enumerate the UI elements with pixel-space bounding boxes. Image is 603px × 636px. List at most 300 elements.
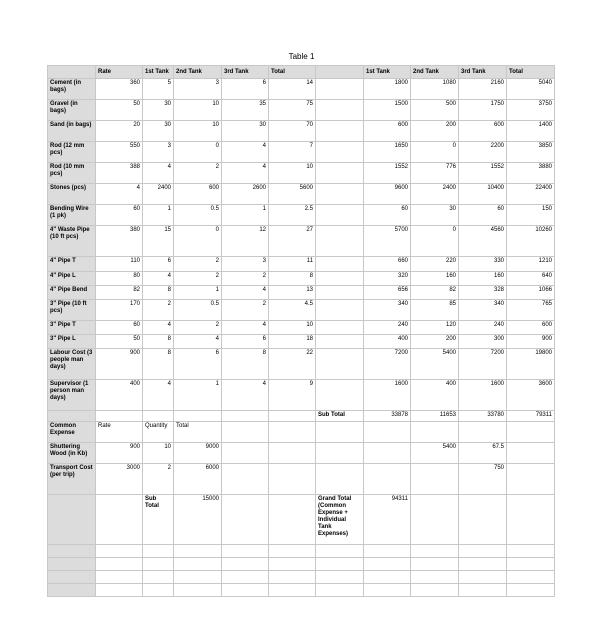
header-cell: 2nd Tank	[174, 66, 222, 79]
rate-cell: 388	[96, 163, 143, 184]
rate-cell: 50	[96, 100, 143, 121]
cost-total-cell: 19800	[507, 349, 555, 380]
qty-tank1-cell: 2	[143, 300, 174, 321]
empty-cell	[96, 495, 143, 545]
cost-tank1-cell: 60	[364, 205, 411, 226]
table-row	[48, 79, 555, 100]
item-label: Bending Wire (1 pk)	[48, 205, 96, 226]
item-label: Stones (pcs)	[48, 184, 96, 205]
empty-cell	[411, 422, 459, 443]
qty-tank3-cell: 2	[222, 272, 269, 286]
qty-total-cell: 4.5	[269, 300, 316, 321]
cost-tank3-cell: 2200	[459, 142, 507, 163]
empty-cell	[364, 558, 411, 571]
table-row	[48, 380, 555, 411]
cost-tank2-cell: 82	[411, 286, 459, 300]
empty-cell	[316, 571, 364, 584]
empty-cell	[364, 443, 411, 464]
cost-total-cell: 3600	[507, 380, 555, 411]
qty-total-cell: 5600	[269, 184, 316, 205]
qty-tank3-cell: 4	[222, 142, 269, 163]
empty-row	[48, 584, 555, 597]
cost-total-cell: 1210	[507, 257, 555, 272]
subtotal-row	[48, 411, 555, 422]
header-cell: 2nd Tank	[411, 66, 459, 79]
cost-total-cell: 900	[507, 335, 555, 349]
qty-tank1-cell: 8	[143, 335, 174, 349]
empty-cell	[143, 545, 174, 558]
empty-cell	[411, 584, 459, 597]
empty-cell	[269, 495, 316, 545]
cost-tank3-cell: 2160	[459, 79, 507, 100]
qty-tank1-cell: 1	[143, 205, 174, 226]
cost-tank2-cell: 85	[411, 300, 459, 321]
empty-cell	[507, 422, 555, 443]
qty-tank2-cell: 3	[174, 79, 222, 100]
table-row	[48, 335, 555, 349]
empty-cell	[222, 422, 269, 443]
empty-cell	[364, 464, 411, 495]
subtotal-tank1: 33878	[364, 411, 411, 422]
transport-row	[48, 464, 555, 495]
cost-total-cell: 600	[507, 321, 555, 335]
empty-cell	[316, 335, 364, 349]
qty-tank1-cell: 2400	[143, 184, 174, 205]
empty-cell	[316, 226, 364, 257]
item-label: Labour Cost (3 people man days)	[48, 349, 96, 380]
item-label: Rod (12 mm pcs)	[48, 142, 96, 163]
empty-cell	[222, 464, 269, 495]
empty-cell	[143, 558, 174, 571]
empty-cell	[269, 584, 316, 597]
cost-total-cell: 1400	[507, 121, 555, 142]
empty-label-cell	[48, 584, 96, 597]
cost-tank3-cell: 340	[459, 300, 507, 321]
cost-tank3-cell: 1552	[459, 163, 507, 184]
cost-tank3-cell: 328	[459, 286, 507, 300]
qty-tank3-cell: 2	[222, 300, 269, 321]
qty-tank1-cell: 8	[143, 286, 174, 300]
empty-row	[48, 571, 555, 584]
empty-cell	[174, 411, 222, 422]
qty-total-cell: 11	[269, 257, 316, 272]
empty-cell	[222, 584, 269, 597]
empty-cell	[174, 571, 222, 584]
header-cell: 1st Tank	[143, 66, 174, 79]
table-row	[48, 121, 555, 142]
empty-row	[48, 545, 555, 558]
cost-tank2-cell: 220	[411, 257, 459, 272]
qty-total-cell: 70	[269, 121, 316, 142]
qty-tank3-cell: 12	[222, 226, 269, 257]
cost-tank2-cell: 400	[411, 380, 459, 411]
qty-total-cell: 13	[269, 286, 316, 300]
cost-total-cell: 22400	[507, 184, 555, 205]
qty-total-cell: 75	[269, 100, 316, 121]
header-cell: 3rd Tank	[459, 66, 507, 79]
cost-total-cell: 3750	[507, 100, 555, 121]
table-row	[48, 184, 555, 205]
empty-cell	[507, 571, 555, 584]
header-cell	[48, 66, 96, 79]
cost-table	[47, 65, 555, 597]
item-label: Cement (in bags)	[48, 79, 96, 100]
table-row	[48, 321, 555, 335]
empty-cell	[269, 571, 316, 584]
empty-cell	[364, 584, 411, 597]
qty-tank2-cell: 6	[174, 349, 222, 380]
cost-tank1-cell: 1600	[364, 380, 411, 411]
empty-cell	[316, 321, 364, 335]
item-label: Sand (in bags)	[48, 121, 96, 142]
empty-cell	[96, 545, 143, 558]
qty-tank3-cell: 4	[222, 286, 269, 300]
cost-tank1-cell: 9600	[364, 184, 411, 205]
header-row	[48, 66, 555, 79]
empty-cell	[316, 558, 364, 571]
cost-tank2-cell: 0	[411, 142, 459, 163]
empty-label-cell	[48, 495, 96, 545]
item-label: Rod (10 mm pcs)	[48, 163, 96, 184]
header-cell	[316, 66, 364, 79]
empty-cell	[411, 464, 459, 495]
rate-cell: 170	[96, 300, 143, 321]
qty-tank1-cell: 5	[143, 79, 174, 100]
cost-tank3-cell: 750	[459, 464, 507, 495]
empty-cell	[459, 495, 507, 545]
empty-cell	[174, 545, 222, 558]
empty-cell	[96, 571, 143, 584]
item-label: Supervisor (1 person man days)	[48, 380, 96, 411]
cost-tank2-cell: 120	[411, 321, 459, 335]
qty-tank3-cell: 4	[222, 380, 269, 411]
qty-total-cell: 14	[269, 79, 316, 100]
empty-cell	[174, 584, 222, 597]
empty-cell	[507, 495, 555, 545]
qty-tank2-cell: 600	[174, 184, 222, 205]
empty-cell	[316, 286, 364, 300]
rate-cell: 60	[96, 205, 143, 226]
subtotal-label: Sub Total	[316, 411, 364, 422]
qty-tank2-cell: 1	[174, 380, 222, 411]
empty-cell	[316, 443, 364, 464]
rate-cell: 20	[96, 121, 143, 142]
cost-tank2-cell: 776	[411, 163, 459, 184]
cost-tank2-cell: 200	[411, 335, 459, 349]
empty-label-cell	[48, 558, 96, 571]
empty-cell	[316, 142, 364, 163]
header-cell: 1st Tank	[364, 66, 411, 79]
empty-cell	[316, 205, 364, 226]
qty-total-cell: 27	[269, 226, 316, 257]
empty-cell	[316, 380, 364, 411]
shuttering-row	[48, 443, 555, 464]
empty-row	[48, 558, 555, 571]
item-label: 4" Pipe Bend	[48, 286, 96, 300]
cost-tank1-cell: 1650	[364, 142, 411, 163]
empty-cell	[507, 545, 555, 558]
table-row	[48, 257, 555, 272]
cost-tank1-cell: 240	[364, 321, 411, 335]
empty-cell	[316, 100, 364, 121]
cost-tank3-cell: 160	[459, 272, 507, 286]
rate-cell: 60	[96, 321, 143, 335]
subtotal-total: 79311	[507, 411, 555, 422]
rate-cell: 3000	[96, 464, 143, 495]
empty-cell	[316, 184, 364, 205]
empty-cell	[222, 571, 269, 584]
empty-cell	[316, 584, 364, 597]
common-quantity-label: Quantity	[143, 422, 174, 443]
empty-cell	[222, 558, 269, 571]
rate-cell: 360	[96, 79, 143, 100]
empty-cell	[222, 495, 269, 545]
table-row	[48, 142, 555, 163]
qty-total-cell: 8	[269, 272, 316, 286]
qty-total-cell: 9	[269, 380, 316, 411]
qty-tank2-cell: 2	[174, 272, 222, 286]
empty-cell	[459, 558, 507, 571]
cost-total-cell: 10260	[507, 226, 555, 257]
empty-cell	[316, 257, 364, 272]
empty-cell	[316, 79, 364, 100]
qty-total-cell: 2.5	[269, 205, 316, 226]
qty-tank2-cell: 2	[174, 163, 222, 184]
cost-tank1-cell: 660	[364, 257, 411, 272]
empty-cell	[96, 558, 143, 571]
cost-tank1-cell: 656	[364, 286, 411, 300]
rate-cell: 550	[96, 142, 143, 163]
empty-cell	[222, 411, 269, 422]
empty-cell	[143, 571, 174, 584]
empty-cell	[96, 411, 143, 422]
table-row	[48, 100, 555, 121]
qty-tank3-cell: 4	[222, 321, 269, 335]
cost-total-cell: 3880	[507, 163, 555, 184]
table-caption: Table 1	[288, 52, 315, 61]
item-label: Gravel (in bags)	[48, 100, 96, 121]
table-row	[48, 286, 555, 300]
qty-tank1-cell: 4	[143, 163, 174, 184]
item-label: 4" Pipe L	[48, 272, 96, 286]
empty-cell	[316, 422, 364, 443]
empty-cell	[411, 571, 459, 584]
cost-tank1-cell: 600	[364, 121, 411, 142]
rate-cell: 82	[96, 286, 143, 300]
empty-cell	[222, 545, 269, 558]
qty-total-cell: 10	[269, 163, 316, 184]
qty-tank3-cell: 2600	[222, 184, 269, 205]
cost-total-cell: 1066	[507, 286, 555, 300]
qty-tank3-cell: 8	[222, 349, 269, 380]
cost-tank1-cell: 340	[364, 300, 411, 321]
qty-cell: 10	[143, 443, 174, 464]
qty-tank3-cell: 4	[222, 163, 269, 184]
total-cell: 9000	[174, 443, 222, 464]
empty-cell	[364, 545, 411, 558]
qty-tank3-cell: 6	[222, 335, 269, 349]
header-cell: Total	[269, 66, 316, 79]
qty-tank3-cell: 30	[222, 121, 269, 142]
qty-tank1-cell: 4	[143, 321, 174, 335]
qty-tank1-cell: 15	[143, 226, 174, 257]
qty-total-cell: 7	[269, 142, 316, 163]
cost-tank1-cell: 1800	[364, 79, 411, 100]
qty-tank1-cell: 4	[143, 272, 174, 286]
qty-total-cell: 18	[269, 335, 316, 349]
qty-total-cell: 22	[269, 349, 316, 380]
cost-tank3-cell: 240	[459, 321, 507, 335]
cost-tank3-cell: 4560	[459, 226, 507, 257]
qty-tank1-cell: 4	[143, 380, 174, 411]
qty-tank2-cell: 1	[174, 286, 222, 300]
qty-tank2-cell: 0.5	[174, 300, 222, 321]
cost-total-cell: 640	[507, 272, 555, 286]
cost-tank2-cell: 500	[411, 100, 459, 121]
cost-tank3-cell: 600	[459, 121, 507, 142]
empty-cell	[459, 422, 507, 443]
empty-cell	[316, 349, 364, 380]
item-label: 4" Pipe T	[48, 257, 96, 272]
empty-label-cell	[48, 571, 96, 584]
rate-cell: 900	[96, 349, 143, 380]
cost-total-cell: 3850	[507, 142, 555, 163]
rate-cell: 80	[96, 272, 143, 286]
cost-tank3-cell: 67.5	[459, 443, 507, 464]
empty-label-cell	[48, 411, 96, 422]
grand-total-row	[48, 495, 555, 545]
empty-cell	[222, 443, 269, 464]
common-expense-label: Common Expense	[48, 422, 96, 443]
empty-cell	[507, 558, 555, 571]
empty-cell	[143, 411, 174, 422]
qty-tank3-cell: 35	[222, 100, 269, 121]
cost-tank3-cell: 330	[459, 257, 507, 272]
cost-tank2-cell: 30	[411, 205, 459, 226]
empty-label-cell	[48, 545, 96, 558]
empty-cell	[459, 545, 507, 558]
table-row	[48, 205, 555, 226]
empty-cell	[316, 300, 364, 321]
qty-tank2-cell: 2	[174, 321, 222, 335]
cost-tank1-cell: 1552	[364, 163, 411, 184]
qty-tank2-cell: 10	[174, 100, 222, 121]
item-label: Shuttering Wood (in Kb)	[48, 443, 96, 464]
qty-tank2-cell: 0	[174, 142, 222, 163]
qty-tank1-cell: 6	[143, 257, 174, 272]
qty-tank1-cell: 30	[143, 121, 174, 142]
cost-tank1-cell: 1500	[364, 100, 411, 121]
empty-cell	[174, 558, 222, 571]
table-row	[48, 272, 555, 286]
item-label: 4" Waste Pipe (10 ft pcs)	[48, 226, 96, 257]
table-row	[48, 349, 555, 380]
rate-cell: 110	[96, 257, 143, 272]
cost-tank2-cell: 0	[411, 226, 459, 257]
qty-tank1-cell: 8	[143, 349, 174, 380]
cost-tank2-cell: 160	[411, 272, 459, 286]
cost-total-cell: 150	[507, 205, 555, 226]
empty-cell	[269, 411, 316, 422]
common-expense-row	[48, 422, 555, 443]
header-cell: 3rd Tank	[222, 66, 269, 79]
empty-cell	[316, 272, 364, 286]
header-cell: Rate	[96, 66, 143, 79]
qty-cell: 2	[143, 464, 174, 495]
subtotal-tank2: 11653	[411, 411, 459, 422]
table-row	[48, 300, 555, 321]
qty-tank2-cell: 10	[174, 121, 222, 142]
qty-total-cell: 10	[269, 321, 316, 335]
rate-cell: 4	[96, 184, 143, 205]
common-subtotal-label: Sub Total	[143, 495, 174, 545]
empty-cell	[507, 443, 555, 464]
qty-tank2-cell: 0.5	[174, 205, 222, 226]
cost-tank1-cell: 7200	[364, 349, 411, 380]
qty-tank2-cell: 0	[174, 226, 222, 257]
empty-cell	[269, 422, 316, 443]
empty-cell	[269, 464, 316, 495]
rate-cell: 380	[96, 226, 143, 257]
total-cell: 6000	[174, 464, 222, 495]
empty-cell	[411, 558, 459, 571]
cost-tank2-cell: 2400	[411, 184, 459, 205]
empty-cell	[411, 495, 459, 545]
cost-total-cell: 5040	[507, 79, 555, 100]
item-label: Transport Cost (per trip)	[48, 464, 96, 495]
empty-cell	[143, 584, 174, 597]
qty-tank1-cell: 30	[143, 100, 174, 121]
empty-cell	[316, 163, 364, 184]
empty-cell	[269, 545, 316, 558]
cost-tank3-cell: 10400	[459, 184, 507, 205]
empty-cell	[459, 584, 507, 597]
cost-tank2-cell: 1080	[411, 79, 459, 100]
rate-cell: 900	[96, 443, 143, 464]
common-subtotal-value: 15000	[174, 495, 222, 545]
empty-cell	[316, 545, 364, 558]
cost-tank3-cell: 7200	[459, 349, 507, 380]
rate-cell: 50	[96, 335, 143, 349]
common-rate-label: Rate	[96, 422, 143, 443]
empty-cell	[507, 584, 555, 597]
cost-tank2-cell: 5400	[411, 349, 459, 380]
qty-tank3-cell: 3	[222, 257, 269, 272]
empty-cell	[96, 584, 143, 597]
cost-tank3-cell: 300	[459, 335, 507, 349]
cost-tank2-cell: 200	[411, 121, 459, 142]
grand-total-label: Grand Total (Common Expense + Individual Tank Expenses)	[316, 495, 364, 545]
qty-tank2-cell: 2	[174, 257, 222, 272]
item-label: 3" Pipe T	[48, 321, 96, 335]
rate-cell: 400	[96, 380, 143, 411]
common-total-label: Total	[174, 422, 222, 443]
cost-tank1-cell: 5700	[364, 226, 411, 257]
header-cell: Total	[507, 66, 555, 79]
cost-tank3-cell: 60	[459, 205, 507, 226]
cost-tank1-cell: 320	[364, 272, 411, 286]
item-label: 3" Pipe (10 ft pcs)	[48, 300, 96, 321]
qty-tank3-cell: 1	[222, 205, 269, 226]
table-row	[48, 226, 555, 257]
empty-cell	[507, 464, 555, 495]
empty-cell	[364, 422, 411, 443]
qty-tank1-cell: 3	[143, 142, 174, 163]
item-label: 3" Pipe L	[48, 335, 96, 349]
cost-total-cell: 765	[507, 300, 555, 321]
cost-tank2-cell: 5400	[411, 443, 459, 464]
empty-cell	[269, 443, 316, 464]
